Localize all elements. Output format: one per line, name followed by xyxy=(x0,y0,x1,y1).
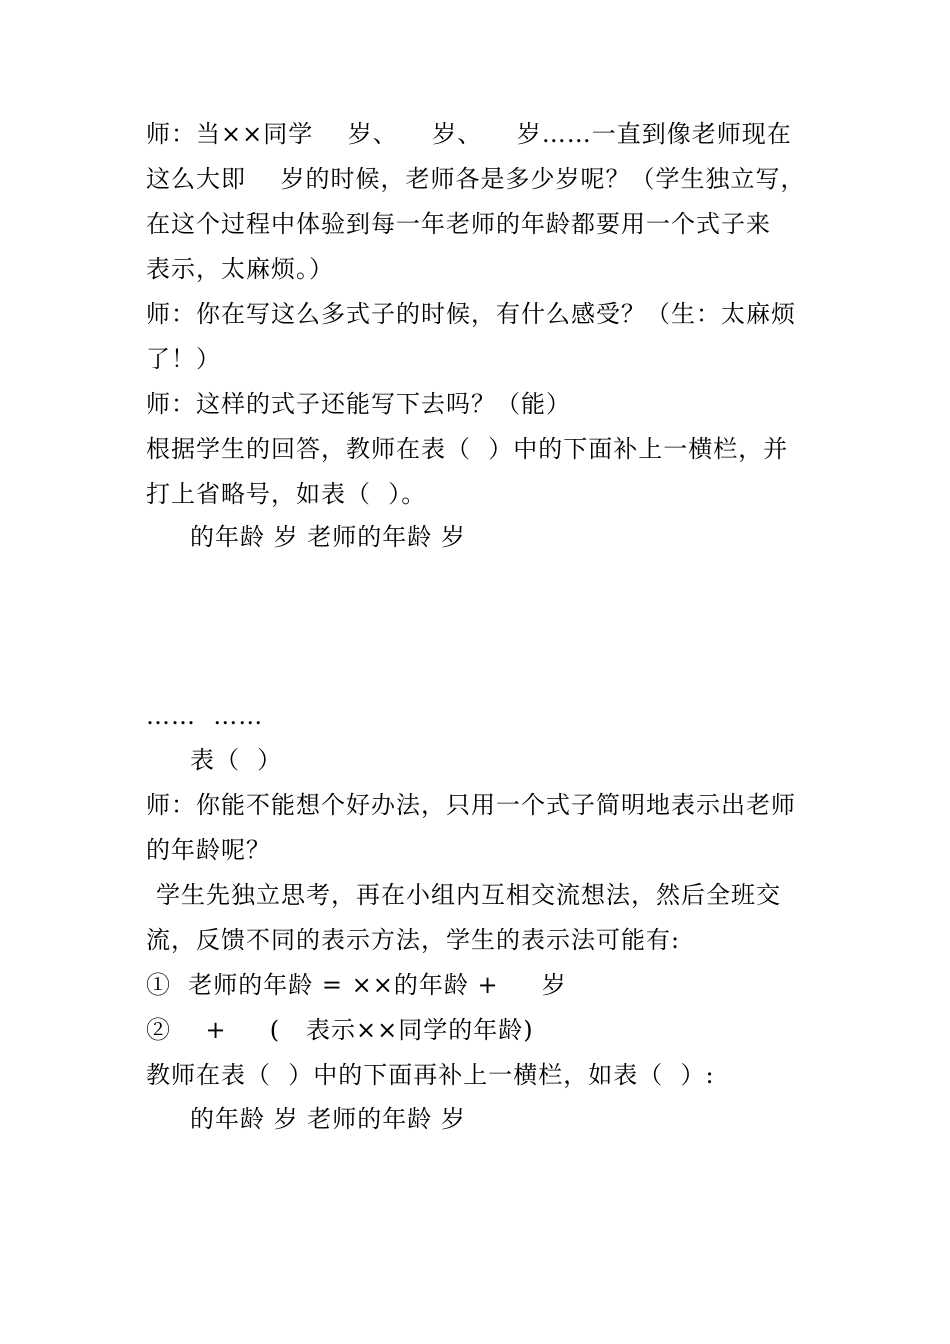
paragraph-line: 师：你能不能想个好办法，只用一个式子简明地表示出老师 xyxy=(146,791,796,819)
paragraph-line: 打上省略号，如表（ ）。 xyxy=(146,480,427,508)
paragraph-line: 在这个过程中体验到每一年老师的年龄都要用一个式子来 xyxy=(146,210,771,238)
paragraph-line: 师：你在写这么多式子的时候，有什么感受？（生：太麻烦 xyxy=(146,300,796,328)
ellipsis-line: …… …… xyxy=(146,702,264,730)
table-header-line: 的年龄 岁 老师的年龄 岁 xyxy=(190,523,466,551)
paragraph-line: 师：当××同学 岁、 岁、 岁……一直到像老师现在 xyxy=(146,120,792,148)
paragraph-line: 师：这样的式子还能写下去吗？（能） xyxy=(146,390,571,418)
table-header-line: 的年龄 岁 老师的年龄 岁 xyxy=(190,1105,466,1133)
paragraph-line: 根据学生的回答，教师在表（ ）中的下面补上一横栏，并 xyxy=(146,435,789,463)
paragraph-line: 学生先独立思考，再在小组内互相交流想法，然后全班交 xyxy=(156,881,781,909)
table-caption: 表（ ） xyxy=(190,746,283,774)
paragraph-line: 的年龄呢？ xyxy=(146,836,271,864)
paragraph-line: 了！） xyxy=(146,345,221,373)
paragraph-line: 教师在表（ ）中的下面再补上一横栏，如表（ ）: xyxy=(146,1061,715,1089)
list-item-2: ② + ( 表示××同学的年龄) xyxy=(146,1016,534,1044)
list-item-1: ① 老师的年龄 = ××的年龄 + 岁 xyxy=(146,971,567,999)
paragraph-line: 这么大即 岁的时候，老师各是多少岁呢？（学生独立写， xyxy=(146,165,806,193)
paragraph-line: 表示，太麻烦。） xyxy=(146,255,334,283)
paragraph-line: 流，反馈不同的表示方法，学生的表示法可能有: xyxy=(146,926,681,954)
